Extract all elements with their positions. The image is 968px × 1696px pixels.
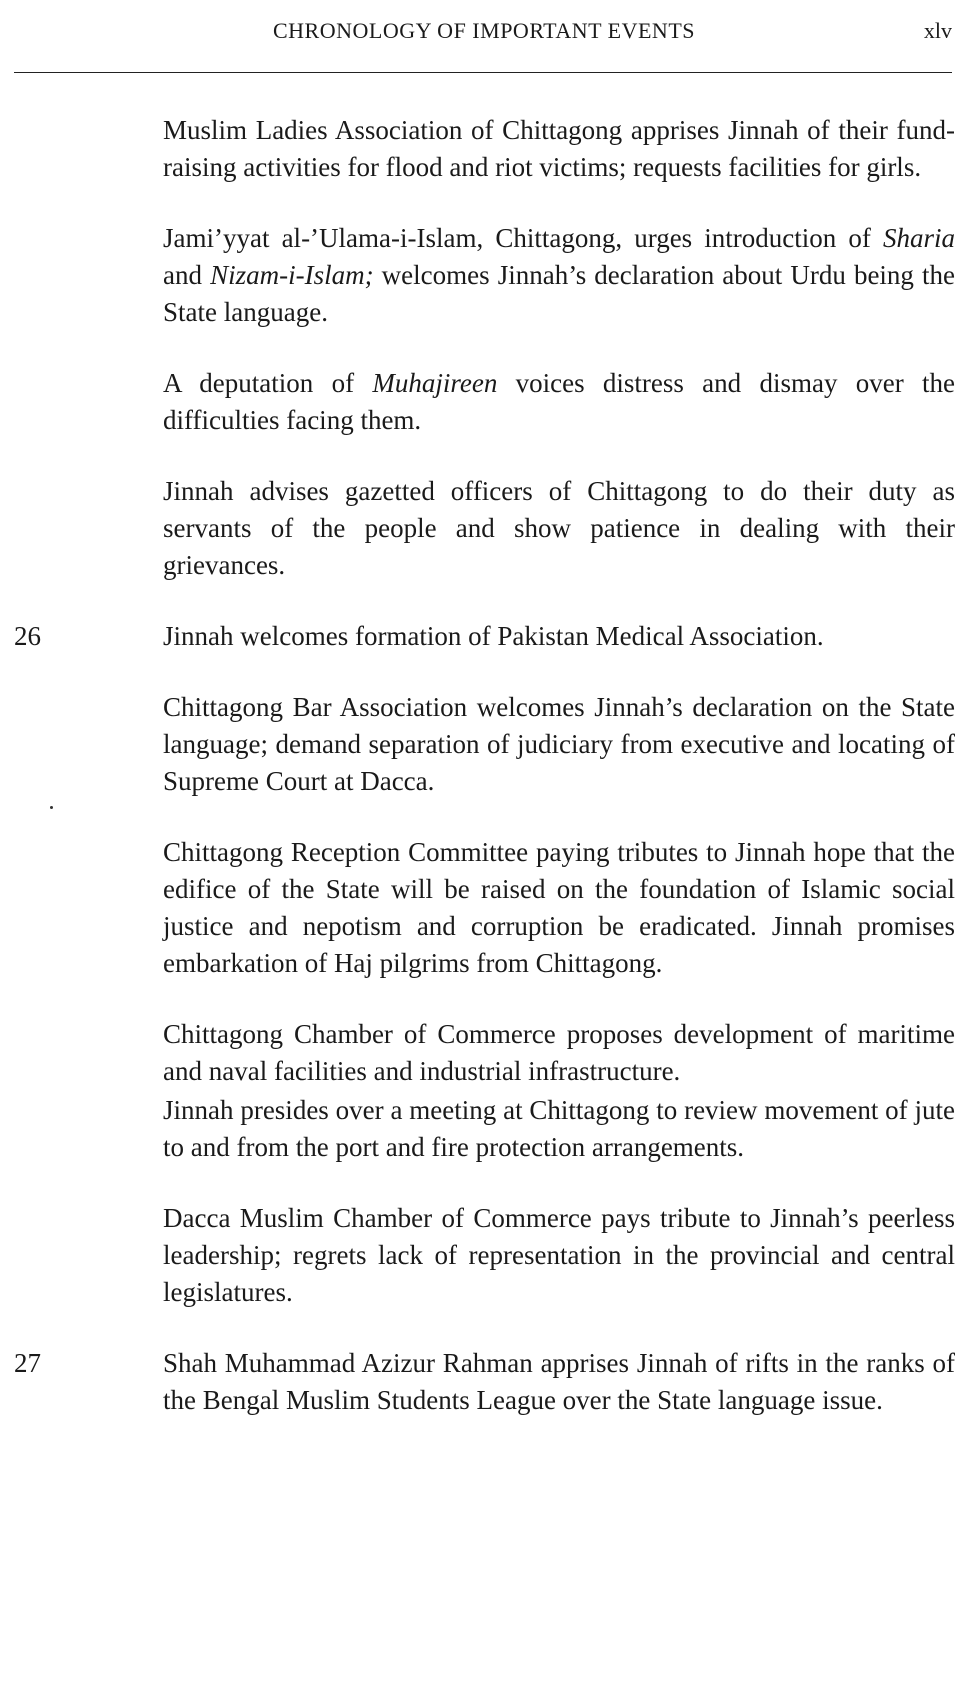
chronology-entry: [0, 1092, 968, 1166]
text-run: Jinnah welcomes formation of Pakistan Medical Association.: [163, 621, 824, 651]
entry-text: [163, 220, 955, 331]
entry-text: [163, 1092, 955, 1166]
entry-text: [163, 365, 955, 439]
chronology-entry: [0, 365, 968, 439]
entry-date: 26: [14, 621, 41, 651]
chronology-entry: [0, 834, 968, 982]
italic-term: Sharia: [882, 223, 955, 253]
chronology-entry: [0, 1345, 968, 1419]
chronology-entry: [0, 473, 968, 584]
text-run: voices distress and dismay over the difficulties facing them.: [163, 368, 955, 435]
entry-text: [163, 1016, 955, 1090]
chronology-entry: [0, 220, 968, 331]
entry-text: [163, 834, 955, 982]
chronology-entry: [0, 1200, 968, 1311]
entry-text: [163, 1200, 955, 1311]
text-run: Shah Muhammad Azizur Rahman apprises Jinnah of rifts in the ranks of the Bengal Muslim Students League over the State language issue.: [163, 1348, 955, 1415]
text-run: Dacca Muslim Chamber of Commerce pays tribute to Jinnah’s peerless leadership; regrets lack of representation in the provincial and central legislatures.: [163, 1203, 955, 1307]
entry-text: [163, 112, 955, 186]
text-run: Chittagong Chamber of Commerce proposes development of maritime and naval facilities and industrial infrastructure.: [163, 1019, 955, 1086]
entry-text: [163, 618, 955, 655]
entry-text: [163, 689, 955, 800]
text-run: Muslim Ladies Association of Chittagong apprises Jinnah of their fund-raising activities for flood and riot victims; requests facilities for girls.: [163, 115, 955, 182]
chronology-entry: [0, 618, 968, 655]
entry-text: [163, 473, 955, 584]
running-head: [0, 18, 968, 52]
page-number: xlv: [923, 18, 952, 43]
text-run: Jinnah advises gazetted officers of Chittagong to do their duty as servants of the people and show patience in dealing with their grievances.: [163, 476, 955, 580]
text-run: Chittagong Bar Association welcomes Jinnah’s declaration on the State language; demand separation of judiciary from executive and locating of Supreme Court at Dacca.: [163, 692, 955, 796]
chronology-entries: [0, 112, 968, 1453]
italic-term: Nizam-i-Islam;: [210, 260, 374, 290]
text-run: Chittagong Reception Committee paying tributes to Jinnah hope that the edifice of the State will be raised on the foundation of Islamic social justice and nepotism and corruption be eradicated. Jinnah promises embarkation of Haj pilgrims from Chittagong.: [163, 837, 955, 978]
text-run: Jami’yyat al-’Ulama-i-Islam, Chittagong, urges introduction of: [163, 223, 883, 253]
text-run: A deputation of: [163, 368, 373, 398]
text-run: and: [163, 260, 211, 290]
header-rule: [14, 72, 952, 73]
text-run: welcomes Jinnah’s declaration about Urdu being the State language.: [163, 260, 956, 327]
entry-text: [163, 1345, 955, 1419]
page-title: CHRONOLOGY OF IMPORTANT EVENTS: [273, 18, 695, 43]
chronology-entry: [0, 1016, 968, 1090]
italic-term: Muhajireen: [372, 368, 498, 398]
entry-date: 27: [14, 1348, 41, 1378]
print-speck: [50, 806, 53, 809]
text-run: Jinnah presides over a meeting at Chittagong to review movement of jute to and from the port and fire protection arrangements.: [163, 1095, 955, 1162]
chronology-entry: [0, 112, 968, 186]
chronology-entry: [0, 689, 968, 800]
